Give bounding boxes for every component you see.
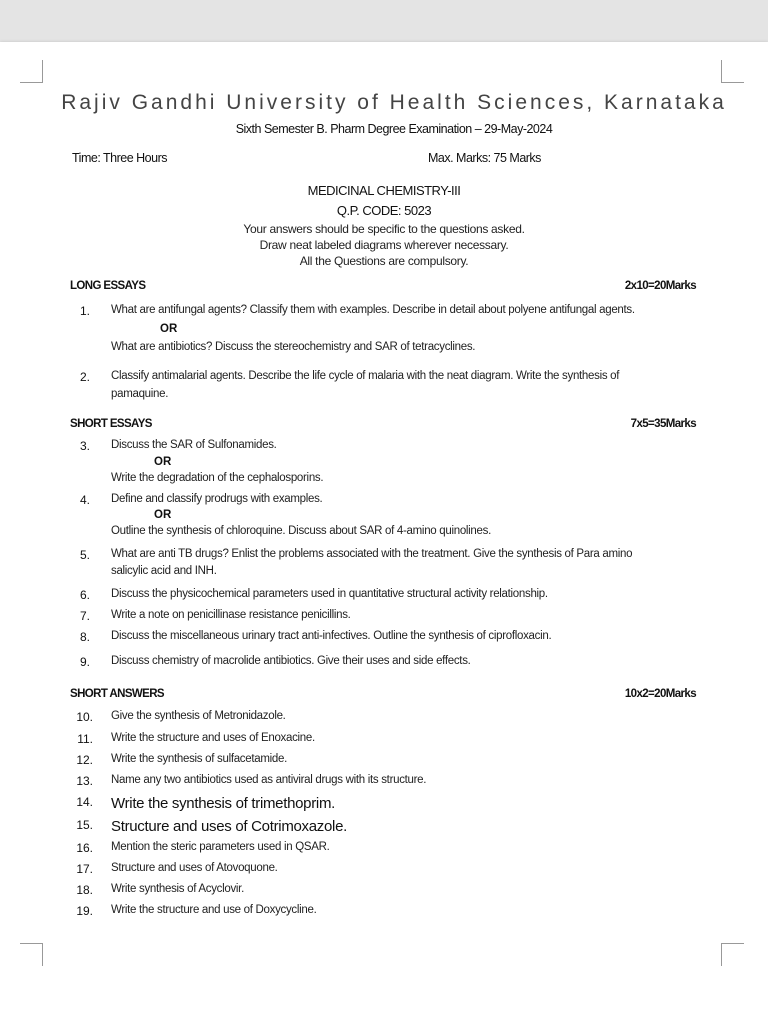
question-number: 5. bbox=[79, 548, 90, 562]
question-text: Write the structure and use of Doxycycline. bbox=[111, 904, 317, 916]
question-number: 15. bbox=[76, 818, 93, 832]
instruction-line: Draw neat labeled diagrams wherever necessary. bbox=[259, 238, 509, 252]
or-label: OR bbox=[154, 509, 172, 521]
crop-mark-bottom-right bbox=[721, 943, 744, 966]
question-text: Structure and uses of Cotrimoxazole. bbox=[111, 818, 347, 835]
question-number: 8. bbox=[79, 630, 90, 644]
question-number: 2. bbox=[79, 370, 90, 384]
section-marks-long-essays: 2x10=20Marks bbox=[624, 280, 696, 292]
subject-title: MEDICINAL CHEMISTRY-III bbox=[307, 183, 461, 198]
section-title-short-essays: SHORT ESSAYS bbox=[70, 418, 152, 430]
question-text: Write the synthesis of sulfacetamide. bbox=[111, 753, 287, 765]
section-marks-short-answers: 10x2=20Marks bbox=[624, 688, 696, 700]
question-number: 10. bbox=[76, 710, 93, 724]
question-text: What are antifungal agents? Classify them with examples. Describe in detail about polyene antifungal agents. bbox=[111, 304, 635, 316]
question-text: What are anti TB drugs? Enlist the problems associated with the treatment. Give the synthesis of Para amino bbox=[111, 548, 633, 560]
question-text: Outline the synthesis of chloroquine. Discuss about SAR of 4-amino quinolines. bbox=[111, 525, 491, 537]
question-text: Classify antimalarial agents. Describe the life cycle of malaria with the neat diagram. Write the synthesis of bbox=[111, 370, 620, 382]
question-number: 16. bbox=[76, 841, 93, 855]
or-label: OR bbox=[154, 456, 172, 468]
question-text: Name any two antibiotics used as antiviral drugs with its structure. bbox=[111, 774, 427, 786]
crop-mark-bottom-left bbox=[20, 943, 43, 966]
question-number: 4. bbox=[79, 493, 90, 507]
question-text: Discuss the physicochemical parameters used in quantitative structural activity relationship. bbox=[111, 588, 548, 600]
qp-code: Q.P. CODE: 5023 bbox=[336, 203, 432, 218]
max-marks: Max. Marks: 75 Marks bbox=[428, 151, 541, 165]
question-text: Write the synthesis of trimethoprim. bbox=[111, 795, 336, 812]
question-text: Mention the steric parameters used in QSAR. bbox=[111, 841, 330, 853]
question-text-continued: pamaquine. bbox=[111, 388, 169, 400]
question-text: Structure and uses of Atovoquone. bbox=[111, 862, 278, 874]
question-number: 7. bbox=[79, 609, 90, 623]
instruction-line: All the Questions are compulsory. bbox=[299, 254, 469, 268]
question-text: Define and classify prodrugs with examples. bbox=[111, 493, 323, 505]
question-text: Discuss the SAR of Sulfonamides. bbox=[111, 439, 277, 451]
question-text: Give the synthesis of Metronidazole. bbox=[111, 710, 286, 722]
section-title-long-essays: LONG ESSAYS bbox=[70, 280, 146, 292]
question-number: 6. bbox=[79, 588, 90, 602]
question-text: Write the structure and uses of Enoxacine. bbox=[111, 732, 315, 744]
or-label: OR bbox=[160, 323, 178, 335]
exam-title: Sixth Semester B. Pharm Degree Examination – 29-May-2024 bbox=[235, 122, 553, 136]
question-number: 3. bbox=[79, 439, 90, 453]
question-number: 9. bbox=[79, 655, 90, 669]
question-text: Write synthesis of Acyclovir. bbox=[111, 883, 244, 895]
question-number: 17. bbox=[76, 862, 93, 876]
instruction-line: Your answers should be specific to the questions asked. bbox=[243, 222, 525, 236]
question-number: 11. bbox=[77, 732, 93, 746]
question-number: 14. bbox=[76, 795, 93, 809]
university-title: Rajiv Gandhi University of Health Sciences, Karnataka bbox=[61, 91, 727, 114]
question-number: 1. bbox=[79, 304, 90, 318]
question-text: What are antibiotics? Discuss the stereochemistry and SAR of tetracyclines. bbox=[111, 341, 476, 353]
question-number: 18. bbox=[76, 883, 93, 897]
question-text-continued: salicylic acid and INH. bbox=[111, 565, 217, 577]
question-text: Write a note on penicillinase resistance penicillins. bbox=[111, 609, 351, 621]
section-title-short-answers: SHORT ANSWERS bbox=[70, 688, 164, 700]
question-text: Discuss the miscellaneous urinary tract anti-infectives. Outline the synthesis of ciprofloxacin. bbox=[111, 630, 552, 642]
question-number: 12. bbox=[76, 753, 93, 767]
crop-mark-top-left bbox=[20, 60, 43, 83]
question-number: 13. bbox=[76, 774, 93, 788]
exam-duration: Time: Three Hours bbox=[72, 151, 168, 165]
question-number: 19. bbox=[76, 904, 93, 918]
question-text: Write the degradation of the cephalosporins. bbox=[111, 472, 324, 484]
question-text: Discuss chemistry of macrolide antibiotics. Give their uses and side effects. bbox=[111, 655, 471, 667]
section-marks-short-essays: 7x5=35Marks bbox=[630, 418, 696, 430]
crop-mark-top-right bbox=[721, 60, 744, 83]
